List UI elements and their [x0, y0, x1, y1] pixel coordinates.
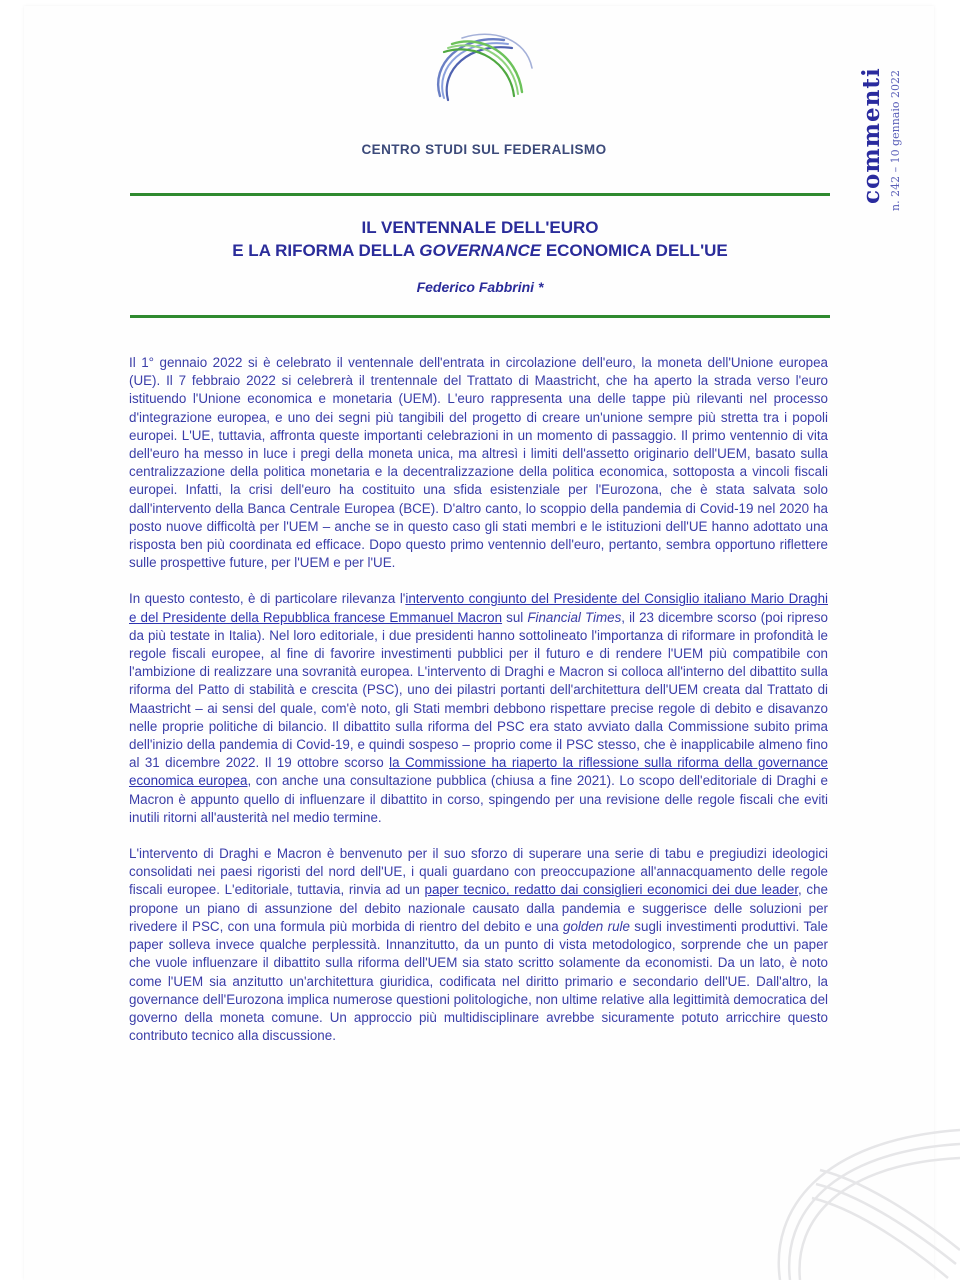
- paragraph-3: [129, 845, 828, 1045]
- paragraph-2-text: , con anche una consultazione pubblica (chiusa a fine 2021). Lo scopo dell'editoriale di Draghi e Macron è appunto quello di influenzare il dibattito in corso, spingendo per una revisione delle regole fiscali che eviti inutili ritorni all'austerità nel medio termine.: [129, 773, 828, 825]
- title-line-2-suffix: ECONOMICA DELL'UE: [541, 241, 728, 260]
- title-line-2-prefix: E LA RIFORMA DELLA: [232, 241, 420, 260]
- title-line-1: IL VENTENNALE DELL'EURO: [361, 218, 599, 237]
- divider-top: [130, 193, 830, 196]
- financial-times-italic: Financial Times: [527, 609, 622, 625]
- paragraph-2-text: , il 23 dicembre scorso (poi ripreso da più testate in Italia). Nel loro editoriale, i due presidenti hanno sottolineato l'importanza di riformare in profondità le regole fiscali europee, al fine di favorire investimenti pubblici per il futuro e di rendere l'UEM più compatibile con l'ambizione di realizzare una sovranità europea. L'intervento di Draghi e Macron si colloca all'interno del dibattito sulla riforma del Patto di stabilità e crescita (PSC), uno dei pilastri portanti dell'architettura dell'UEM creata dal Trattato di Maastricht – ai sensi del quale, com'è noto, gli Stati membri debbono rispettare precise regole di debito e disavanzo nelle proprie politiche di bilancio. Il dibattito sulla riforma del PSC era stato avviato dalla Commissione subito prima dell'inizio della pandemia di Covid-19, e quindi sospeso – proprio come il PSC stesso, che è inapplicabile almeno fino al 31 dicembre 2022. Il 19 ottobre scorso: [129, 609, 828, 771]
- paragraph-2-text: In questo contesto, è di particolare rilevanza l': [129, 591, 406, 607]
- paragraph-1: Il 1° gennaio 2022 si è celebrato il ventennale dell'entrata in circolazione dell'euro, la moneta dell'Unione europea (UE). Il 7 febbraio 2022 si celebrerà il trentennale del Trattato di Maastricht, che ha aperto la strada verso l'euro istituendo l'Unione economica e monetaria (UEM). L'euro rappresenta una delle tappe più rilevanti nel processo d'integrazione europea, e uno dei segni più tangibili del progetto di creare un'unione sempre più stretta tra i popoli europei. L'UE, tuttavia, affronta queste importanti celebrazioni in un momento di passaggio. Il primo ventennio di vita dell'euro ha messo in luce i pregi della moneta unica, ma altresì i limiti dell'assetto originario dell'UEM, basato sulla centralizzazione della politica monetaria e la decentralizzazione della politica economica, sottoposta a vincoli fiscali europei. Infatti, la crisi dell'euro ha costituito una sfida esistenziale per l'Eurozona, che è stata salvata solo dall'intervento della Banca Centrale Europea (BCE). D'altro canto, lo scoppio della pandemia di Covid-19 nel 2020 ha posto nuove difficoltà per l'UEM – anche se in questo caso gli stati membri e le istituzioni dell'UE hanno adottato una risposta ben più coordinata ed efficace. Dopo questo primo ventennio dell'euro, pertanto, sembra opportuno riflettere sulle prospettive future, per l'UEM e per l'UE.: [129, 355, 828, 571]
- article-title: [130, 216, 830, 262]
- title-line-2: [130, 239, 830, 262]
- paragraph-3-text: sugli investimenti produttivi. Tale paper solleva invece qualche perplessità. Innanzitutto, da un punto di vista metodologico, sorprende che un paper che vuole influenzare il dibattito sulla riforma dell'UEM sia stato scritto solamente da economisti. Da un lato, è noto come l'UEM sia anzitutto un'architettura giuridica, codificata nel diritto primario e secondario dell'UE. Dall'altro, la governance dell'Eurozona implica numerose questioni politologiche, non ultime relative alla legittimità democratica del governo della moneta comune. Un approccio più multidisciplinare avrebbe sicuramente potuto arricchire questo contributo tecnico alla discussione.: [129, 918, 829, 1044]
- paragraph-3-text: L'intervento di Draghi e Macron è benvenuto per il suo sforzo di superare una serie di tabu e pregiudizi ideologici consolidati nei paesi rigoristi del nord dell'UE, i quali guardano con preoccupazione all'annacquamento delle regole fiscali europee. L'editoriale, tuttavia, rinvia ad un: [129, 846, 828, 898]
- paragraph-2: [129, 590, 828, 827]
- divider-bottom: [130, 315, 830, 318]
- author-name: Federico Fabbrini *: [416, 279, 544, 295]
- commission-governance-review-link[interactable]: la Commissione ha riaperto la riflessione sulla riforma della governance economica europea: [129, 755, 828, 789]
- title-line-2-italic: GOVERNANCE: [419, 241, 542, 260]
- organization-name: CENTRO STUDI SUL FEDERALISMO: [361, 142, 607, 157]
- paragraph-2-text: sul: [502, 609, 528, 625]
- paragraph-3-text: , che propone un piano di assunzione del debito nazionale causato dalla pandemia e suggerisce delle soluzioni per rivedere il PSC, con una formula più morbida di rientro del debito e una: [129, 882, 828, 934]
- article-body: [129, 354, 828, 1063]
- csf-arc-logo-icon: [422, 24, 542, 114]
- series-label: commenti: [858, 67, 885, 204]
- issue-label: n. 242 – 10 gennaio 2022: [889, 70, 902, 211]
- technical-paper-link[interactable]: paper tecnico, redatto dai consiglieri economici dei due leader: [424, 882, 799, 898]
- draghi-macron-intervention-link[interactable]: intervento congiunto del Presidente del Consiglio italiano Mario Draghi e del Presidente della Repubblica francese Emmanuel Macron: [129, 591, 829, 625]
- golden-rule-italic: golden rule: [563, 918, 630, 934]
